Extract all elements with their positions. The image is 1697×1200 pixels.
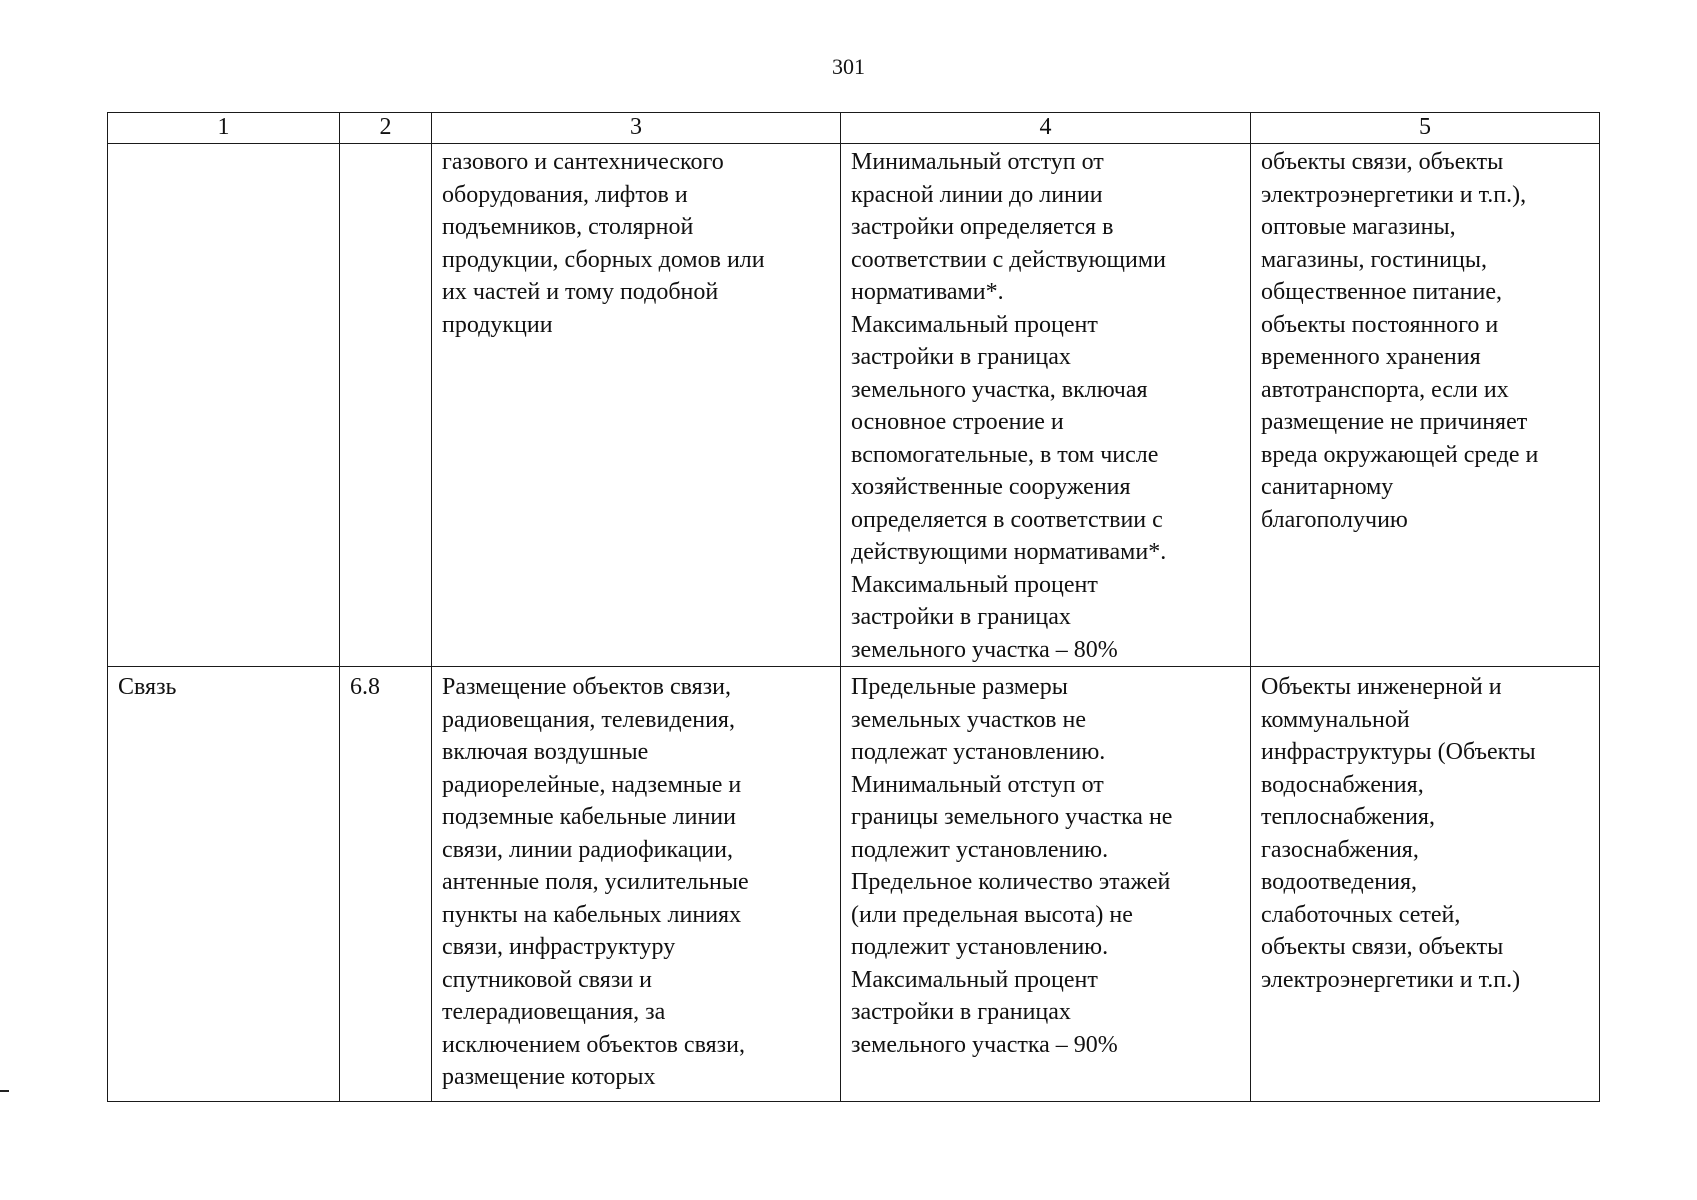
auxiliary-cell [1251,144,1600,667]
use-description: Размещение объектов связи, радиовещания, телевидения, включая воздушные радиорелейные, надземные и подземные кабельные линии связи, линии радиофикации, антенные поля, усилительные пункты на кабельных линиях связи, инфраструктуру спутниковой связи и телерадиовещания, за исключением объектов связи, размещение которых [442,674,749,1090]
table-row [108,144,1600,667]
use-code-cell [340,667,432,1102]
table-header-row [108,113,1600,144]
page-number: 301 [832,54,865,79]
auxiliary-uses: объекты связи, объекты электроэнергетики и т.п.), оптовые магазины, магазины, гостиницы, общественное питание, объекты постоянного и временного хранения автотранспорта, если их размещение не причиняет вреда окружающей среде и санитарному благополучию [1261,149,1539,533]
building-parameters: Минимальный отступ от красной линии до линии застройки определяется в соответствии с действующими нормативами*. Максимальный процент застройки в границах земельного участка, включая основное строение и вспомогательные, в том числе хозяйственные сооружения определяется в соответствии с действующими нормативами*. Максимальный процент застройки в границах земельного участка – 80% [851,149,1167,663]
auxiliary-uses: Объекты инженерной и коммунальной инфраструктуры (Объекты водоснабжения, теплоснабжения, газоснабжения, водоотведения, слаботочных сетей, объекты связи, объекты электроэнергетики и т.п.) [1261,674,1536,993]
auxiliary-cell [1251,667,1600,1102]
column-header-3: 3 [432,113,841,144]
use-description: газового и сантехнического оборудования, лифтов и подъемников, столярной продукции, сборных домов или их частей и тому подобной продукции [442,149,765,338]
column-header-1: 1 [108,113,340,144]
column-header-5: 5 [1251,113,1600,144]
use-code-cell [340,144,432,667]
regulations-table [107,112,1600,1102]
description-cell [432,667,841,1102]
use-name-cell [108,667,340,1102]
parameters-cell [841,667,1251,1102]
parameters-cell [841,144,1251,667]
scan-edge-mark [0,1090,9,1092]
use-code: 6.8 [350,674,380,700]
use-name-cell [108,144,340,667]
description-cell [432,144,841,667]
table-row [108,667,1600,1102]
column-header-4: 4 [841,113,1251,144]
building-parameters: Предельные размеры земельных участков не подлежат установлению. Минимальный отступ от границы земельного участка не подлежит установлению. Предельное количество этажей (или предельная высота) не подлежит установлению. Максимальный процент застройки в границах земельного участка – 90% [851,674,1173,1058]
use-name: Связь [118,674,177,700]
column-header-2: 2 [340,113,432,144]
